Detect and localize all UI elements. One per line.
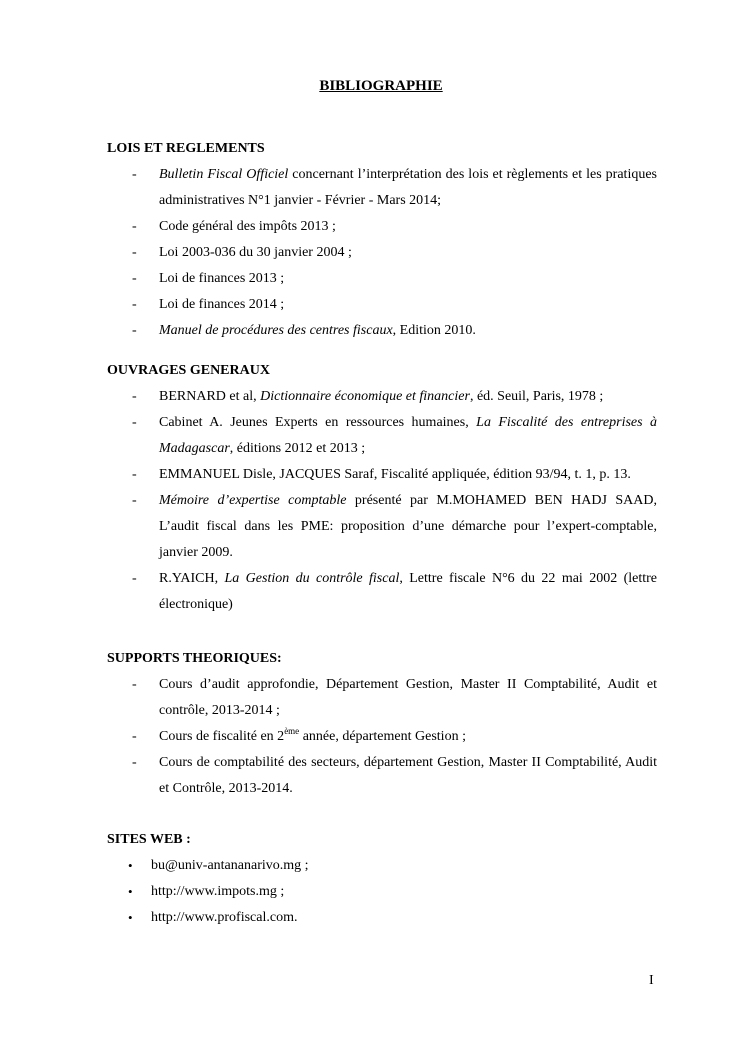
dash-marker: -	[132, 297, 137, 312]
item-text: Code général des impôts 2013 ;	[159, 219, 336, 234]
list-item	[107, 879, 657, 905]
section-heading: LOIS ET REGLEMENTS	[107, 141, 265, 156]
dash-marker: -	[132, 219, 137, 234]
list-item	[107, 214, 657, 240]
list-item	[107, 318, 657, 344]
list-item	[107, 266, 657, 292]
list-item	[107, 672, 657, 724]
dash-marker: -	[132, 271, 137, 286]
section-heading: SITES WEB :	[107, 832, 191, 847]
list-item	[107, 292, 657, 318]
item-text: EMMANUEL Disle, JACQUES Saraf, Fiscalité appliquée, édition 93/94, t. 1, p. 13.	[159, 467, 631, 482]
item-italic-title: Manuel de procédures des centres fiscaux	[159, 323, 393, 338]
item-text: Loi de finances 2013 ;	[159, 271, 285, 286]
item-text: présenté par M.MOHAMED BEN HADJ SAAD, L’audit fiscal dans les PME: proposition d’une démarche pour l’expert-comptable, janvier 2009.	[159, 493, 657, 560]
dash-marker: -	[132, 415, 137, 430]
item-text: BERNARD et al,	[159, 389, 261, 404]
section-heading: SUPPORTS THEORIQUES:	[107, 651, 282, 666]
item-text: http://www.impots.mg ;	[151, 884, 285, 899]
list-item	[107, 853, 657, 879]
item-text: année, département Gestion ;	[299, 729, 466, 744]
item-text: , Edition 2010.	[392, 323, 476, 338]
dash-marker: -	[132, 323, 137, 338]
list-item	[107, 410, 657, 462]
section-heading: OUVRAGES GENERAUX	[107, 363, 270, 378]
item-italic-title: La Fiscalité des entreprises à Madagascar	[159, 415, 657, 456]
item-text: , Lettre fiscale N°6 du 22 mai 2002 (lettre électronique)	[159, 571, 657, 612]
list-item	[107, 162, 657, 214]
list-item	[107, 905, 657, 931]
dash-marker: -	[132, 755, 137, 770]
section-ouvrages	[107, 362, 657, 618]
list-item	[107, 724, 657, 750]
item-text: Cours de comptabilité des secteurs, département Gestion, Master II Comptabilité, Audit et Contrôle, 2013-2014.	[159, 755, 657, 796]
item-text: Loi 2003-036 du 30 janvier 2004 ;	[159, 245, 352, 260]
item-italic-title: Mémoire d’expertise comptable	[159, 493, 347, 508]
dash-marker: -	[132, 571, 137, 586]
bullet-icon: •	[128, 884, 133, 899]
list-item	[107, 462, 657, 488]
section-sites-web	[107, 831, 657, 931]
page-title: BIBLIOGRAPHIE	[319, 78, 443, 94]
bullet-icon: •	[128, 858, 133, 873]
list-item	[107, 750, 657, 802]
section-lois	[107, 140, 657, 344]
item-text: Loi de finances 2014 ;	[159, 297, 285, 312]
item-text: concernant l’interprétation des lois et règlements et les pratiques administratives N°1 janvier - Février - Mars 2014;	[159, 167, 657, 208]
superscript: ème	[284, 726, 300, 736]
item-text: Cours de fiscalité en 2	[159, 729, 285, 744]
page-number: I	[649, 973, 654, 988]
section-supports	[107, 650, 657, 802]
list-item	[107, 240, 657, 266]
bullet-icon: •	[128, 910, 133, 925]
dash-marker: -	[132, 389, 137, 404]
dash-marker: -	[132, 467, 137, 482]
item-text: R.YAICH,	[159, 571, 225, 586]
item-text: http://www.profiscal.com.	[151, 910, 298, 925]
list-item	[107, 566, 657, 618]
list-item	[107, 384, 657, 410]
item-text: , éd. Seuil, Paris, 1978 ;	[469, 389, 604, 404]
item-text: , éditions 2012 et 2013 ;	[229, 441, 366, 456]
dash-marker: -	[132, 493, 137, 508]
item-text: Cabinet A. Jeunes Experts en ressources humaines,	[159, 415, 477, 430]
dash-marker: -	[132, 167, 137, 182]
dash-marker: -	[132, 245, 137, 260]
item-italic-title: Bulletin Fiscal Officiel	[159, 167, 289, 182]
dash-marker: -	[132, 729, 137, 744]
item-text: bu@univ-antananarivo.mg ;	[151, 858, 309, 873]
item-text: Cours d’audit approfondie, Département Gestion, Master II Comptabilité, Audit et contrôle, 2013-2014 ;	[159, 677, 657, 718]
list-item	[107, 488, 657, 566]
dash-marker: -	[132, 677, 137, 692]
item-italic-title: Dictionnaire économique et financier	[260, 389, 470, 404]
item-italic-title: La Gestion du contrôle fiscal	[224, 571, 400, 586]
